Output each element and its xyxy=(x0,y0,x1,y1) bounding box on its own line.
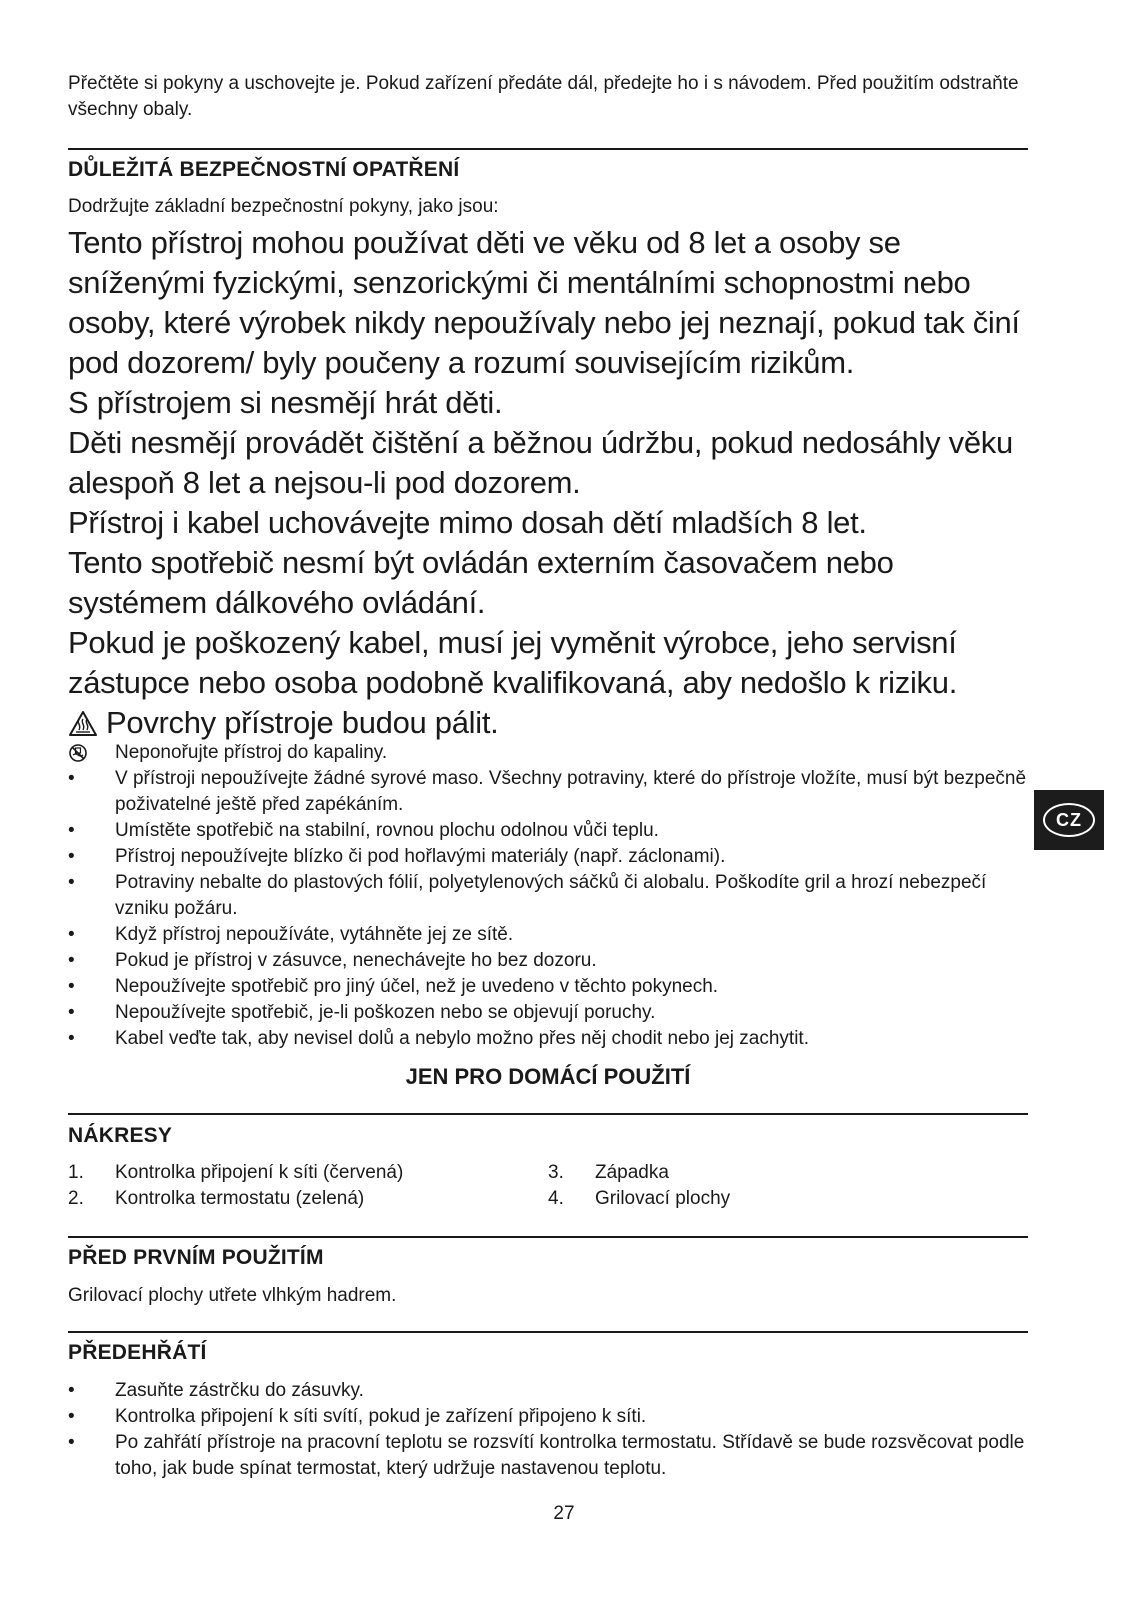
list-item: • Po zahřátí přístroje na pracovní teplotu se rozsvítí kontrolka termostatu. Střídavě se bude rozsvěcovat podle toho, jak bude spínat termostat, který udržuje nastavenou teplotu. xyxy=(68,1432,1025,1479)
big-paragraph: S přístrojem si nesmějí hrát děti. xyxy=(68,385,503,420)
first-use-heading: PŘED PRVNÍM POUŽITÍM xyxy=(68,1246,324,1269)
diagrams-list xyxy=(68,1160,1028,1212)
list-item: 4. Grilovací plochy xyxy=(548,1188,731,1209)
hot-surface-warning xyxy=(68,703,1028,743)
safety-heading: DŮLEŽITÁ BEZPEČNOSTNÍ OPATŘENÍ xyxy=(68,158,460,181)
list-item: • Nepoužívejte spotřebič pro jiný účel, než je uvedeno v těchto pokynech. xyxy=(68,976,719,997)
domestic-use-note: JEN PRO DOMÁCÍ POUŽITÍ xyxy=(405,1064,691,1089)
page-number: 27 xyxy=(553,1503,575,1524)
hot-surface-warning-icon xyxy=(68,710,98,737)
divider xyxy=(68,1113,1028,1115)
safety-big-text xyxy=(68,223,1028,743)
list-item: • Kabel veďte tak, aby nevisel dolů a nebylo možno přes něj chodit nebo jej zachytit. xyxy=(68,1028,809,1049)
diagrams-heading: NÁKRESY xyxy=(68,1124,173,1147)
list-item: 3. Západka xyxy=(548,1162,669,1183)
no-immerse-icon xyxy=(68,743,88,763)
list-item: 2. Kontrolka termostatu (zelená) xyxy=(68,1188,365,1209)
language-badge xyxy=(1034,790,1104,850)
list-item: Neponořujte přístroj do kapaliny. xyxy=(68,740,1028,766)
list-item: • Zasuňte zástrčku do zásuvky. xyxy=(68,1380,364,1401)
first-use-text: Grilovací plochy utřete vlhkým hadrem. xyxy=(68,1285,397,1306)
list-item: • Nepoužívejte spotřebič, je-li poškozen nebo se objevují poruchy. xyxy=(68,1002,656,1023)
list-item: • Potraviny nebalte do plastových fólií, polyetylenových sáčků či alobalu. Poškodíte gril a hrozí nebezpečí vzniku požáru. xyxy=(68,872,987,919)
list-item: • Kontrolka připojení k síti svítí, pokud je zařízení připojeno k síti. xyxy=(68,1406,647,1427)
list-item: • V přístroji nepoužívejte žádné syrové maso. Všechny potraviny, které do přístroje vložíte, musí být bezpečně poživatelné ještě před zapékáním. xyxy=(68,768,1027,815)
safety-subtitle: Dodržujte základní bezpečnostní pokyny, jako jsou: xyxy=(68,196,499,217)
safety-bullets xyxy=(68,740,1028,1052)
divider xyxy=(68,148,1028,150)
big-paragraph: Přístroj i kabel uchovávejte mimo dosah dětí mladších 8 let. xyxy=(68,505,867,540)
divider xyxy=(68,1236,1028,1238)
big-paragraph: Děti nesmějí provádět čištění a běžnou údržbu, pokud nedosáhly věku alespoň 8 let a nejsou-li pod dozorem. xyxy=(68,425,1013,500)
list-item: • Pokud je přístroj v zásuvce, nenechávejte ho bez dozoru. xyxy=(68,950,597,971)
list-item: • Přístroj nepoužívejte blízko či pod hořlavými materiály (např. záclonami). xyxy=(68,846,726,867)
preheat-heading: PŘEDEHŘÁTÍ xyxy=(68,1341,207,1364)
intro-paragraph: Přečtěte si pokyny a uschovejte je. Pokud zařízení předáte dál, předejte ho i s návodem. Před použitím odstraňte všechny obaly. xyxy=(68,73,1019,120)
big-paragraph: Pokud je poškozený kabel, musí jej vyměnit výrobce, jeho servisní zástupce nebo osoba podobně kvalifikovaná, aby nedošlo k riziku. xyxy=(68,625,958,700)
list-item: • Umístěte spotřebič na stabilní, rovnou plochu odolnou vůči teplu. xyxy=(68,820,659,841)
hot-surface-text: Povrchy přístroje budou pálit. xyxy=(106,705,499,740)
big-paragraph: Tento přístroj mohou používat děti ve věku od 8 let a osoby se sníženými fyzickými, senzorickými či mentálními schopnostmi nebo osoby, které výrobek nikdy nepoužívaly nebo jej neznají, pokud tak činí pod dozorem/ byly poučeny a rozumí souvisejícím rizikům. xyxy=(68,225,1020,380)
list-item: 1. Kontrolka připojení k síti (červená) xyxy=(68,1162,404,1183)
preheat-bullets xyxy=(68,1378,1028,1482)
divider xyxy=(68,1331,1028,1333)
language-badge-label: CZ xyxy=(1043,803,1095,837)
big-paragraph: Tento spotřebič nesmí být ovládán externím časovačem nebo systémem dálkového ovládání. xyxy=(68,545,894,620)
list-item: • Když přístroj nepoužíváte, vytáhněte jej ze sítě. xyxy=(68,924,514,945)
